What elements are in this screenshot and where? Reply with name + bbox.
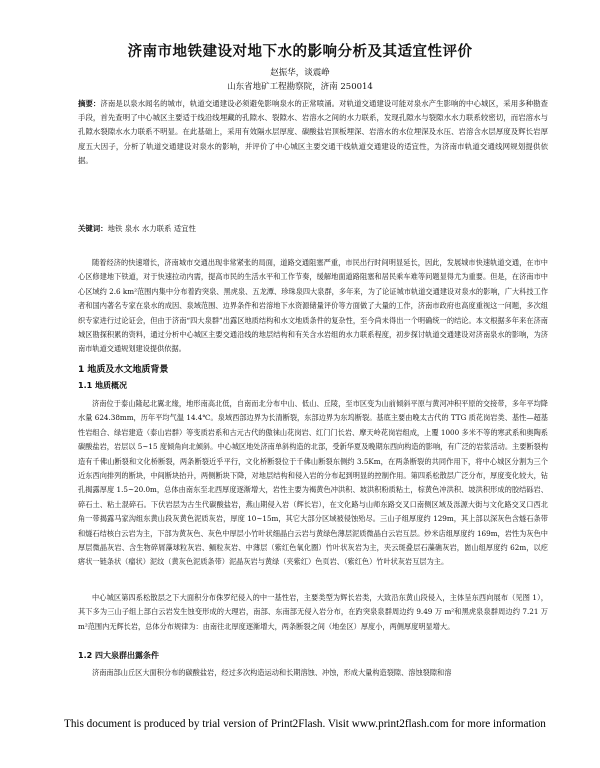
paper-title: 济南市地铁建设对地下水的影响分析及其适宜性评价 — [127, 44, 473, 60]
section-heading-1: 1 地质及水文地质背景 — [78, 365, 169, 375]
authors: 赵振华，谈震峥 — [270, 68, 330, 78]
keywords-label: 关键词： — [78, 224, 108, 233]
geology-paragraph-2: 中心城区第四系松散层之下大面积分布侏罗纪侵入的中一基性岩，主要类型为辉长岩类，大致沿东黄山段侵入，主体呈东西向展布（见图 1），其下多为三山子组上部白云岩发生蚀变形成的大理岩，南部、东南部无侵入岩分布，在趵突泉泉群周边约 9.49 万 m²和黑虎泉泉群周边约 7.21 万 m²范围内无辉长岩，总体分布规律为：由南往北厚度逐渐增大，两条断裂之间（地垒区）厚度小，两侧厚度明显增大。 — [78, 593, 548, 631]
abstract-text: 济南是以泉水闻名的城市，轨道交通建设必须避免影响泉水的正常喷涌。对轨道交通建设可能对泉水产生影响的中心城区，采用多种勘查手段，首先查明了中心城区主要适于线沿线埋藏的孔隙水、裂隙水、岩溶水之间的水力联系，发现孔隙水与裂隙水水力联系较密切，而岩溶水与孔隙水裂隙水水力联系不明显。在此基础上，采用有效隔水层厚度、碳酸盐岩顶板埋深、岩溶水的水位埋深及水压、岩溶含水层厚度及辉长岩厚度五大因子，分析了轨道交通建设对泉水的影响，并评价了中心城区主要交通干线轨道交通建设的适宜性，为济南市轨道交通线网规划提供依据。 — [78, 99, 548, 165]
geology-paragraph: 济南位于泰山隆起北翼北缘，地形南高北低，自南而北分布中山、低山、丘陵，至市区变为山前倾斜平原与黄河冲积平原的交接带，多年平均降水量 624.38mm，历年平均气温 14.4℃。泉域西部边界为长清断裂，东部边界为东坞断裂。基底主要由晚太古代的 TTG 质花岗岩类、基性—超基性岩组合、绿岩建造（泰山岩群）等变质岩系和古元古代的傲徕山花岗岩、红门门长岩、摩天岭花岗岩组成，上覆 1000 多米不等的寒武系和奥陶系碳酸盐岩，岩层以 5~15 度倾角向北倾斜。中心城区地处济南单斜构造的北部，受新华夏及晚期东西向构造的影响，有广泛的岩浆活动。主要断裂构造有千佛山断裂和文化桥断裂，两条断裂近乎平行，文化桥断裂位于千佛山断裂东侧约 3.5Km，在两条断裂的共同作用下，将中心城区分割为三个近东西向排列的断块，中间断块抬升，两侧断块下降，对地层结构和侵入岩的分布起到明显的控制作用。第四系松散层广泛分布，厚度变化较大，钻孔揭露厚度 1.5~20.0m，总体由南东至北西厚度逐渐增大，岩性主要为褐黄色冲洪积、坡洪积粉质粘土，棕黄色冲洪积、坡洪积形成的胶结砾岩、碎石土、粘土混碎石。下伏岩层为古生代碳酸盐岩，燕山期侵入岩（辉长岩），在文化路与山师东路交叉口南侧区域及泺源大街与文化路交叉口西北角一带揭露马家沟组东黄山段灰黄色泥质灰岩，厚度 10~15m，其它大部分区域被侵蚀殆尽。三山子组厚度约 129m，其上部以深灰色含燧石条带和燧石结核白云岩为主，下部为黄灰色、灰色中厚层小竹叶状细晶白云岩与黄绿色薄层泥质微晶白云岩互层。炒米店组厚度约 169m，岩性为灰色中厚层微晶灰岩、含生物碎屑藻球粒灰岩、鲕粒灰岩、中薄层（紫红色氧化圈）竹叶状灰岩为主，夹云斑叠层石藻礁灰岩，崮山组厚度约 62m，以疙瘩状一链条状（瘤状）泥纹（黄灰色泥质条带）泥晶灰岩与黄绿（夹紫红）色页岩、（紫红色）竹叶状灰岩互层为主。 — [78, 399, 548, 567]
keywords-text: 地铁 泉水 水力联系 适宜性 — [107, 224, 196, 233]
intro-paragraph: 随着经济的快速增长，济南城市交通出现非常紧张的局面，道路交通阻塞严重，市民出行时间明显延长，因此，发展城市快速轨道交通，在市中心区修建地下铁道，对于快速拉动内需，提高市民的生活水平和工作节奏，缓解地面道路阻塞和居民乘车难等问题显得尤为重要。但是，在济南市中心区域约 2.6 km²范围内集中分布着趵突泉、黑虎泉、五龙潭、珍珠泉四大泉群，多年来，为了论证城市轨道交通建设对泉水的影响，广大科技工作者和国内著名专家在泉水的成因、泉域范围、边界条件和岩溶地下水资源储量评价等方面做了大量的工作，济南市政府也高度重视这一问题，多次组织专家进行过论证会，但由于济南“四大泉群”出露区地质结构和水文地质条件的复杂性，至今尚未得出一个明确统一的结论。本文根据多年来在济南城区勘探积累的资料，通过分析中心城区主要交通沿线的地层结构和有关含水岩组的水力联系程度，初步探讨轨道交通建设对济南泉水的影响，为济南市轨道交通规划建设提供依据。 — [78, 258, 548, 354]
springs-paragraph: 济南南部山丘区大面积分布的碳酸盐岩，经过多次构造运动和长期溶蚀、冲蚀，形成大量构造裂隙、溶蚀裂隙和溶 — [92, 668, 452, 677]
section-heading-1-2: 1.2 四大泉群出露条件 — [78, 651, 159, 660]
trial-footer-notice: This document is produced by trial version of Print2Flash. Visit www.print2flash.com for more information — [64, 718, 546, 730]
keywords — [78, 223, 548, 234]
abstract-label: 摘要： — [78, 99, 101, 108]
affiliation: 山东省地矿工程勘察院，济南 250014 — [227, 82, 373, 92]
section-heading-1-1: 1.1 地质概况 — [78, 381, 127, 390]
abstract — [78, 97, 548, 212]
